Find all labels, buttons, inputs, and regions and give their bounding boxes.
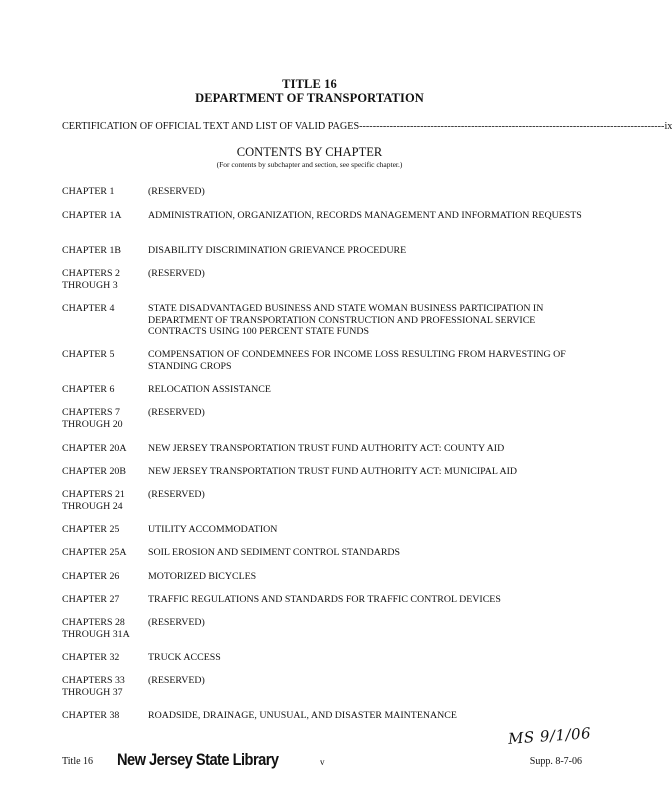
chapter-row bbox=[62, 594, 582, 606]
chapter-row bbox=[62, 547, 582, 559]
chapter-number: CHAPTER 1A bbox=[62, 210, 122, 221]
chapter-row bbox=[62, 384, 582, 396]
chapter-description: (RESERVED) bbox=[148, 407, 205, 418]
chapter-number: CHAPTER 26 bbox=[62, 571, 120, 582]
contents-title: CONTENTS BY CHAPTER bbox=[236, 145, 383, 159]
chapter-description: UTILITY ACCOMMODATION bbox=[148, 524, 278, 535]
chapter-number: CHAPTERS 33 THROUGH 37 bbox=[62, 675, 125, 698]
chapter-description: SOIL EROSION AND SEDIMENT CONTROL STANDARDS bbox=[148, 547, 401, 558]
certification-line bbox=[62, 121, 672, 132]
title-number: TITLE 16 bbox=[282, 77, 337, 91]
certification-text: CERTIFICATION OF OFFICIAL TEXT AND LIST OF VALID PAGES bbox=[62, 121, 360, 132]
chapter-number: CHAPTERS 7 THROUGH 20 bbox=[62, 407, 123, 430]
chapter-row bbox=[62, 617, 582, 640]
title-block bbox=[0, 77, 619, 105]
chapter-number: CHAPTER 20A bbox=[62, 443, 127, 454]
chapter-description: (RESERVED) bbox=[148, 186, 205, 197]
footer-supplement: Supp. 8-7-06 bbox=[529, 756, 582, 767]
contents-note: (For contents by subchapter and section, see specific chapter.) bbox=[216, 160, 403, 169]
chapter-number: CHAPTER 20B bbox=[62, 466, 126, 477]
chapter-description: (RESERVED) bbox=[148, 617, 205, 628]
chapter-row bbox=[62, 407, 582, 430]
chapter-description: STATE DISADVANTAGED BUSINESS AND STATE WOMAN BUSINESS PARTICIPATION IN DEPARTMENT OF TRANSPORTATION CONSTRUCTION AND PROFESSIONAL SERVICE CONTRACTS USING 100 PERCENT STATE FUNDS bbox=[148, 303, 544, 337]
chapter-number: CHAPTER 38 bbox=[62, 710, 120, 721]
chapter-row bbox=[62, 349, 582, 372]
chapter-number: CHAPTERS 21 THROUGH 24 bbox=[62, 489, 125, 512]
chapter-number: CHAPTER 27 bbox=[62, 594, 120, 605]
handwritten-note: MS 9/1/06 bbox=[507, 724, 592, 748]
chapter-description: COMPENSATION OF CONDEMNEES FOR INCOME LOSS RESULTING FROM HARVESTING OF STANDING CROPS bbox=[148, 349, 566, 372]
contents-heading bbox=[0, 145, 619, 170]
chapter-description: NEW JERSEY TRANSPORTATION TRUST FUND AUTHORITY ACT: MUNICIPAL AID bbox=[148, 466, 518, 477]
certification-leader: ------------------------------------------------------------------------------------------ bbox=[359, 121, 665, 132]
footer-page-number: v bbox=[320, 757, 325, 767]
chapter-number: CHAPTER 6 bbox=[62, 384, 115, 395]
chapter-description: MOTORIZED BICYCLES bbox=[148, 571, 257, 582]
chapter-row bbox=[62, 652, 582, 664]
chapter-row bbox=[62, 303, 582, 338]
chapter-row bbox=[62, 186, 582, 198]
chapter-number: CHAPTER 4 bbox=[62, 303, 115, 314]
chapter-number: CHAPTER 32 bbox=[62, 652, 120, 663]
chapter-row bbox=[62, 710, 582, 722]
chapter-row bbox=[62, 524, 582, 536]
chapter-row bbox=[62, 443, 582, 455]
page-footer bbox=[62, 750, 582, 774]
chapter-row bbox=[62, 466, 582, 478]
chapter-row bbox=[62, 571, 582, 583]
chapter-description: TRUCK ACCESS bbox=[148, 652, 221, 663]
chapter-description: (RESERVED) bbox=[148, 489, 205, 500]
chapter-row bbox=[62, 268, 582, 291]
chapter-number: CHAPTER 25 bbox=[62, 524, 120, 535]
department-name: DEPARTMENT OF TRANSPORTATION bbox=[195, 91, 424, 105]
chapter-description: (RESERVED) bbox=[148, 675, 205, 686]
chapter-row bbox=[62, 245, 582, 257]
certification-page: ix bbox=[664, 121, 672, 132]
library-stamp: New Jersey State Library bbox=[117, 750, 279, 769]
chapter-number: CHAPTER 5 bbox=[62, 349, 115, 360]
chapter-description: ADMINISTRATION, ORGANIZATION, RECORDS MANAGEMENT AND INFORMATION REQUESTS bbox=[148, 210, 582, 221]
chapter-row bbox=[62, 489, 582, 512]
chapter-number: CHAPTER 25A bbox=[62, 547, 127, 558]
chapter-description: RELOCATION ASSISTANCE bbox=[148, 384, 271, 395]
footer-title: Title 16 bbox=[62, 756, 94, 767]
chapter-number: CHAPTERS 28 THROUGH 31A bbox=[62, 617, 130, 640]
chapter-row bbox=[62, 210, 582, 222]
chapter-number: CHAPTER 1B bbox=[62, 245, 121, 256]
chapter-number: CHAPTER 1 bbox=[62, 186, 115, 197]
chapter-number: CHAPTERS 2 THROUGH 3 bbox=[62, 268, 120, 291]
chapter-description: DISABILITY DISCRIMINATION GRIEVANCE PROCEDURE bbox=[148, 245, 407, 256]
chapter-description: (RESERVED) bbox=[148, 268, 205, 279]
chapter-description: ROADSIDE, DRAINAGE, UNUSUAL, AND DISASTER MAINTENANCE bbox=[148, 710, 457, 721]
chapter-description: NEW JERSEY TRANSPORTATION TRUST FUND AUTHORITY ACT: COUNTY AID bbox=[148, 443, 505, 454]
chapter-row bbox=[62, 675, 582, 698]
chapter-description: TRAFFIC REGULATIONS AND STANDARDS FOR TRAFFIC CONTROL DEVICES bbox=[148, 594, 501, 605]
